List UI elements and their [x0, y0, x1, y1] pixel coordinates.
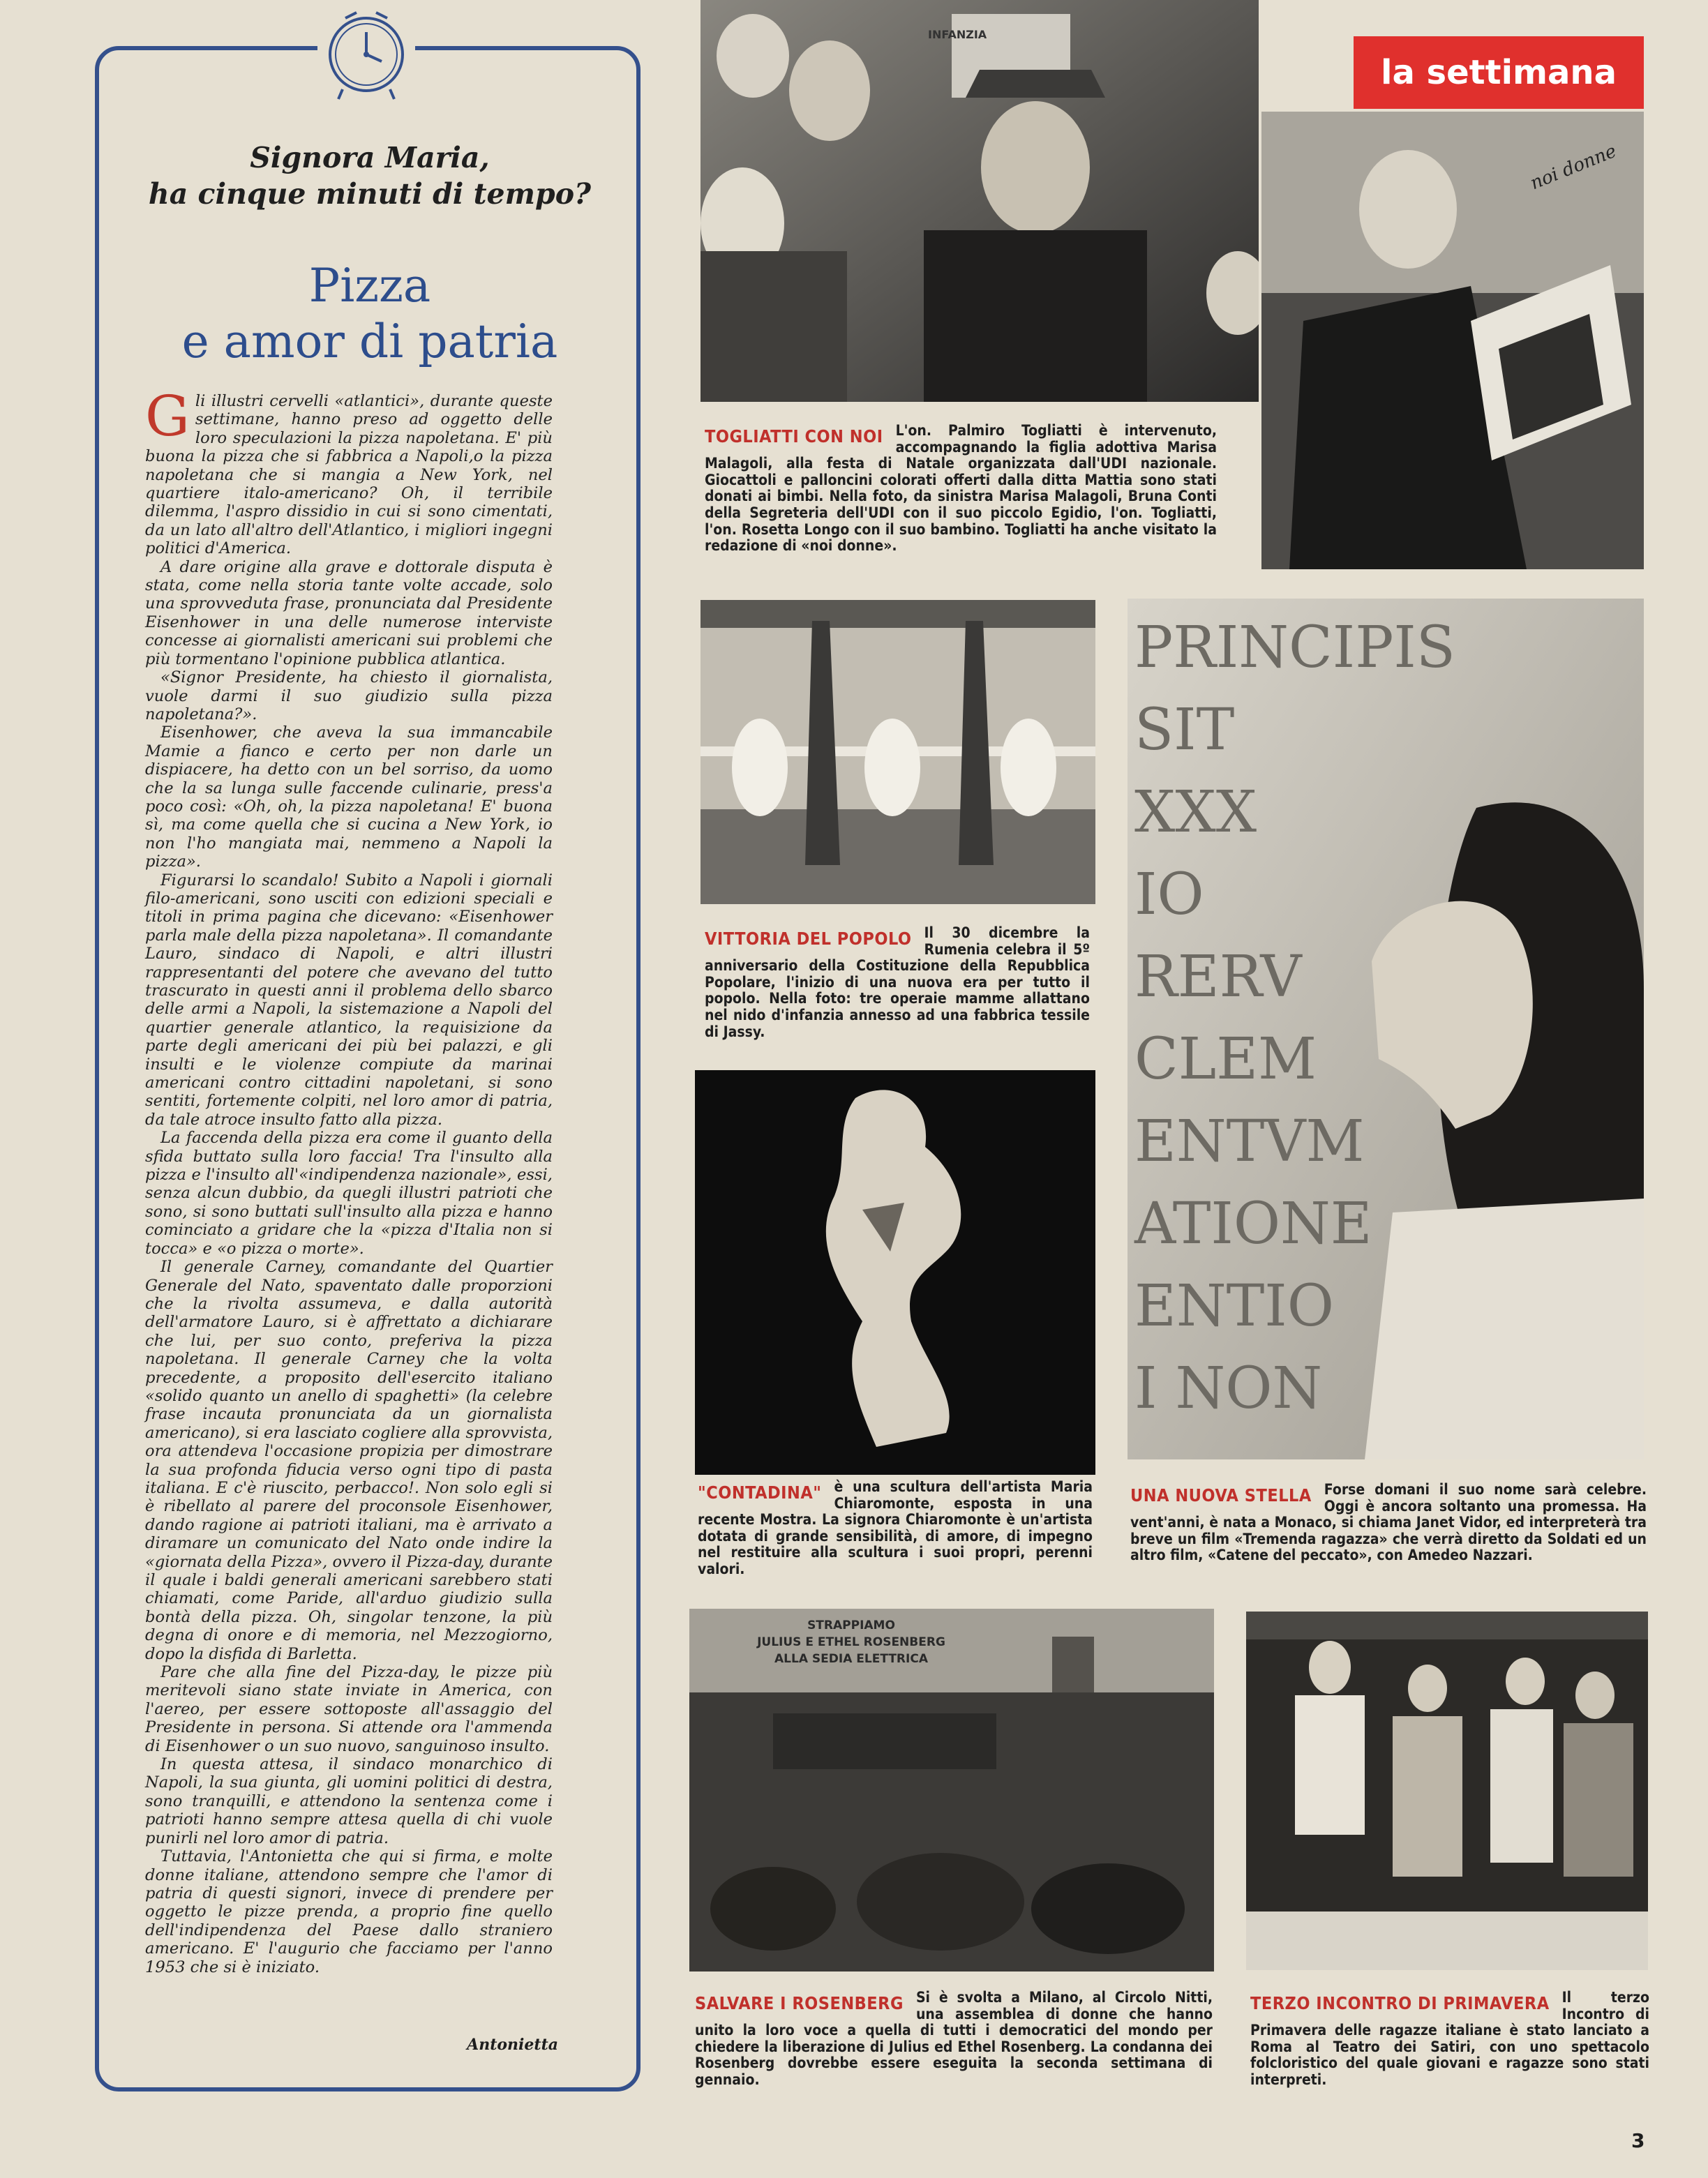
caption-title: TERZO INCONTRO DI PRIMAVERA [1250, 1993, 1550, 2013]
article-paragraph: La faccenda della pizza era come il guanto della sfida buttato sulla loro faccia! Tra l'insulto alla pizza e l'insulto all'«indipendenza nazionale», essi, senza alcun dubbio, da quegli illustri patrioti che sono, si sono buttati sull'insulto alla pizza e hanno cominciato a gridare che la «pizza d'Italia non si tocca» e «o pizza o morte». [145, 1129, 553, 1258]
caption-text: L'on. Palmiro Togliatti è intervenuto, accompagnando la figlia adottiva Marisa Malagoli, alla festa di Natale organizzata dall'UDI nazionale. Giocattoli e palloncini colorati offerti dalla ditta Mattia sono stati donati ai bimbi. Nella foto, da sinistra Marisa Malagoli, Bruna Conti della Segreteria dell'UDI con il suo piccolo Egidio, l'on. Togliatti, l'on. Rosetta Longo con il suo bambino. Togliatti ha anche visitato la redazione di «noi donne». [705, 422, 1217, 555]
drop-cap: G [145, 384, 190, 449]
caption-title: VITTORIA DEL POPOLO [705, 929, 912, 949]
caption-vittoria-del-popolo [705, 925, 1090, 1040]
magazine-title-text: noi donne [1527, 140, 1620, 195]
caption-text: Il 30 dicembre la Rumenia celebra il 5º anniversario della Costituzione della Repubblica Popolare, l'inizio di una nuova era per tutto il popolo. Nella foto: tre operaie mamme allattano nel nido d'infanzia annesso ad una fabbrica tessile di Jassy. [705, 924, 1090, 1040]
article-paragraph: Gli illustri cervelli «atlantici», durante queste settimane, hanno preso ad oggetto delle loro speculazioni la pizza napoletana. E' più buona la pizza che si fabbrica a Napoli,o la pizza napoletana che si mangia a New York, nel quartiere italo-americano? Oh, il terribile dilemma, l'aspro dissidio in cui si sono cimentati, da un lato all'altro dell'Atlantico, i migliori ingegni politici d'America. [145, 384, 553, 558]
article-headline [105, 258, 635, 370]
stone-inscription: PRINCIPIS SIT XXX IO RERV CLEM ENTVM ATIONE ENTIO I NON [1134, 615, 1455, 1422]
photo-man-with-magazine [1261, 112, 1644, 569]
article-signature: Antonietta [467, 2036, 558, 2054]
caption-title: SALVARE I ROSENBERG [695, 1993, 904, 2013]
clock-icon [317, 0, 415, 105]
kicker-line-2: ha cinque minuti di tempo? [148, 177, 592, 211]
headline-line-2: e amor di patria [181, 315, 558, 368]
kicker-line-1: Signora Maria, [250, 141, 490, 174]
caption-title: UNA NUOVA STELLA [1130, 1485, 1312, 1505]
article-paragraph: In questa attesa, il sindaco monarchico di Napoli, la sua giunta, gli uomini politici di destra, sono tranquilli, e attendono la sentenza come i patrioti hanno sempre attesa quella di chi vuole punirli nel loro amor di patria. [145, 1755, 553, 1847]
article-kicker [105, 140, 635, 212]
caption-title: TOGLIATTI CON NOI [705, 426, 883, 446]
page-number: 3 [1631, 2129, 1645, 2152]
article-paragraph: Figurarsi lo scandalo! Subito a Napoli i giornali filo-americani, sono usciti con edizioni speciali e titoli in prima pagina che dicevano: «Eisenhower parla male della pizza napoletana». Il comandante Lauro, sindaco di Napoli, e altri illustri rappresentanti del potere che avevano del tutto trascurato in questi anni il problema dello sbarco delle armi a Napoli, la sistemazione a Napoli del quartier generale atlantico, la requisizione da parte degli americani dei più bei palazzi, e gli insulti e le violenze compiute da marinai americani contro cittadini napoletani, si sono sentiti, fortemente colpiti, nel loro amor di patria, da tale atroce insulto fatto alla pizza. [145, 871, 553, 1129]
photo-folk-dancers [1246, 1612, 1648, 1970]
photo-nursery [701, 600, 1095, 904]
caption-title: "CONTADINA" [698, 1482, 822, 1503]
caption-text: Il terzo Incontro di Primavera delle ragazze italiane è stato lanciato a Roma al Teatro dei Satiri, con uno spettacolo folcloristico del quale giovani e ragazze sono stati interpreti. [1250, 1989, 1649, 2088]
caption-contadina [698, 1479, 1093, 1578]
article-paragraph: A dare origine alla grave e dottorale disputa è stata, come nella storia tante volte accade, solo una sprovveduta frase, pronunciata dal Presidente Eisenhower in una delle numerose interviste concesse ai giornalisti americani sui problemi che più tormentano l'opinione pubblica atlantica. [145, 557, 553, 668]
caption-togliatti [705, 423, 1217, 555]
article-body [145, 384, 553, 1976]
rosenberg-banner: STRAPPIAMO JULIUS E ETHEL ROSENBERG ALLA SEDIA ELETTRICA [757, 1619, 945, 1666]
caption-nuova-stella [1130, 1482, 1647, 1564]
section-tag: la settimana [1354, 36, 1644, 109]
caption-text: Forse domani il suo nome sarà celebre. Oggi è ancora soltanto una promessa. Ha vent'anni, è nata a Monaco, si chiama Janet Vidor, ed interpreterà tra breve un film «Tremenda ragazza» che verrà diretto da Soldati ed un altro film, «Catene del peccato», con Amedeo Nazzari. [1130, 1481, 1647, 1564]
photo-togliatti-group [701, 0, 1259, 402]
article-paragraph: «Signor Presidente, ha chiesto il giornalista, vuole darmi il suo giudizio sulla pizza napoletana?». [145, 668, 553, 723]
caption-primavera [1250, 1990, 1649, 2089]
headline-line-1: Pizza [308, 259, 431, 313]
article-paragraph: Tuttavia, l'Antonietta che qui si firma, e molte donne italiane, attendono sempre che l'amor di patria di questi signori, invece di prendere per oggetto le pizze prenda, a proprio fine quello dell'indipendenza del Paese dallo straniero americano. E' l'augurio che facciamo per l'anno 1953 che si è iniziato. [145, 1847, 553, 1976]
caption-text: Si è svolta a Milano, al Circolo Nitti, una assemblea di donne che hanno unito la loro voce a quella di tutti i democratici del mondo per chiedere la liberazione di Julius ed Ethel Rosenberg. La condanna dei Rosenberg dovrebbe essere eseguita la seconda settimana di gennaio. [695, 1989, 1213, 2088]
caption-text: è una scultura dell'artista Maria Chiaromonte, esposta in una recente Mostra. La signora Chiaromonte è un'artista dotata di grande sensibilità, di amore, di impegno nel restituire alla scultura i suoi propri, perenni valori. [698, 1478, 1093, 1577]
photo-sculpture-contadina [695, 1070, 1095, 1475]
article-paragraph: Il generale Carney, comandante del Quartier Generale del Nato, spaventato dalle proporzioni che la rivolta assumeva, e dalla autorità dell'armatore Lauro, si è affrettato a dichiarare che lui, per suo conto, preferiva la pizza napoletana. Il generale Carney che la volta precedente, a proposito dell'esercito italiano «solido quanto un anello di spaghetti» (la celebre frase incauta pronunciata da un giornalista americano), si era lasciato cogliere alla sprovvista, ora attendeva l'occasione propizia per dimostrare la sua profonda fiducia verso ogni tipo di pasta italiana. E c'è riuscito, perbacco!. Non solo egli si è ribellato al parere del proconsole Eisenhower, dando ragione ai patrioti italiani, ma è arrivato a diramare un comunicato del Nato onde indire la «giornata della Pizza», ovvero il Pizza-day, durante il quale i baldi generali americani sarebbero stati chiamati, come Paride, all'arduo giudizio sulla bontà della pizza. Oh, singolar tenzone, la più degna di onore e di memoria, nel Mezzogiorno, dopo la disfida di Barletta. [145, 1258, 553, 1663]
article-paragraph: Eisenhower, che aveva la sua immancabile Mamie a fianco e certo per non darle un dispiacere, ha detto con un bel sorriso, da uomo che la sa lunga sulle faccende culinarie, press'a poco così: «Oh, oh, la pizza napoletana! E' buona sì, ma come quella che si cucina a New York, io non l'ho mangiata mai, nemmeno a Napoli la pizza». [145, 723, 553, 871]
wall-sign-text: INFANZIA [928, 28, 987, 41]
caption-rosenberg [695, 1990, 1213, 2089]
article-paragraph: Pare che alla fine del Pizza-day, le pizze più meritevoli siano state inviate in America, con l'aereo, per essere sottoposte all'assaggio del Presidente in persona. Si attende ora l'ammenda di Eisenhower o un suo nuovo, sanguinoso insulto. [145, 1663, 553, 1755]
